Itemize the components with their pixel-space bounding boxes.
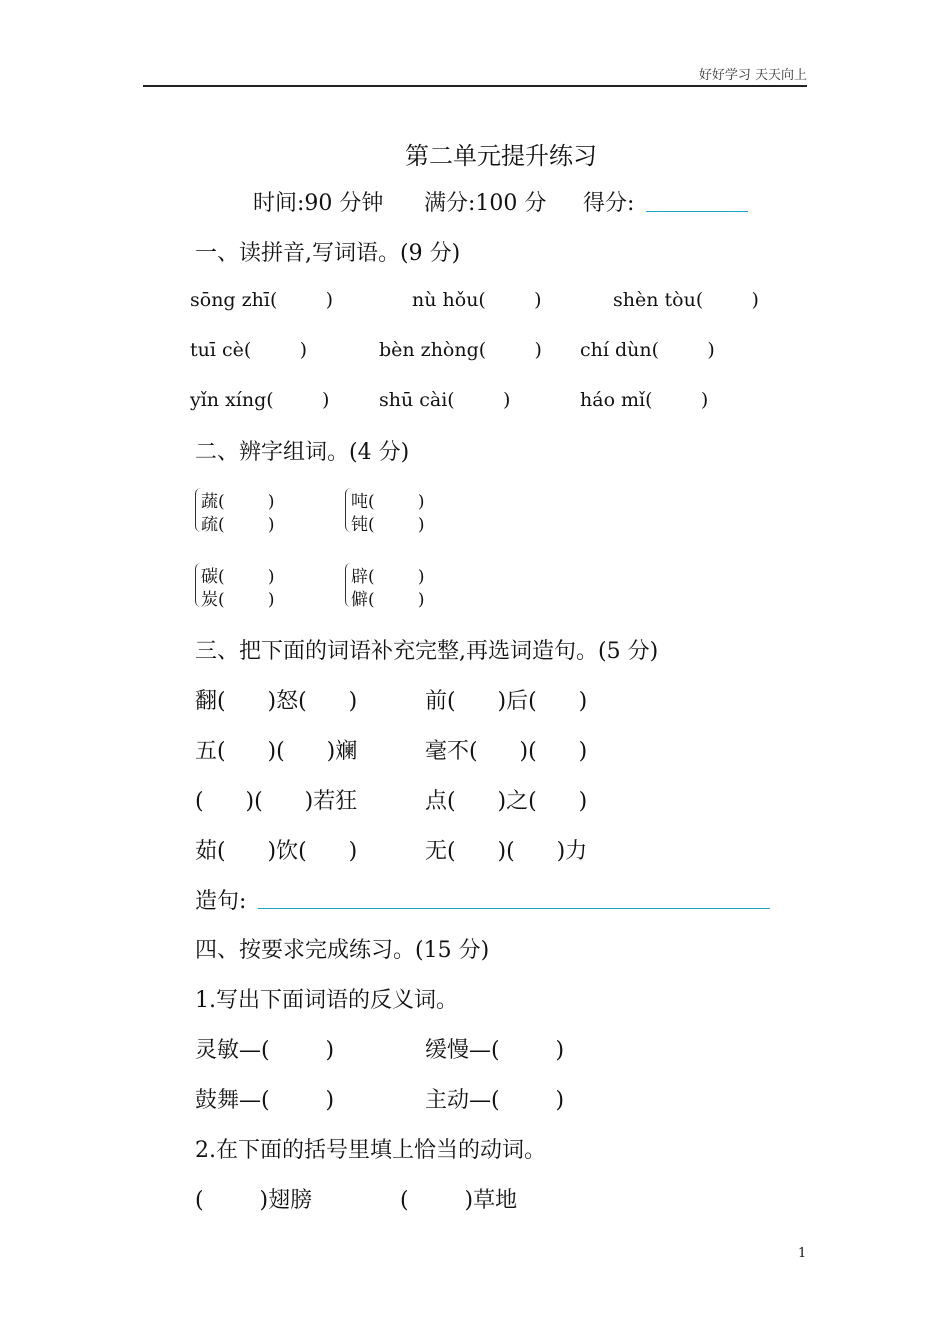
q1-instruction: 1.写出下面词语的反义词。 bbox=[195, 988, 458, 1013]
char-item: 疏( ) bbox=[201, 515, 275, 535]
header-tag: 好好学习 天天向上 bbox=[698, 68, 807, 83]
char-item: 吨( ) bbox=[351, 492, 425, 512]
full-score-label: 满分:100 分 bbox=[424, 191, 547, 216]
time-label: 时间:90 分钟 bbox=[253, 191, 384, 216]
idiom-item: 翻( )怒( ) bbox=[195, 689, 358, 714]
antonym-item: 主动—( ) bbox=[425, 1088, 565, 1113]
pinyin-item: sōng zhī( ) bbox=[190, 289, 334, 311]
pinyin-item: háo mǐ( ) bbox=[580, 389, 709, 411]
pinyin-item: shèn tòu( ) bbox=[613, 289, 759, 311]
antonym-item: 灵敏—( ) bbox=[195, 1038, 335, 1063]
q2-instruction: 2.在下面的括号里填上恰当的动词。 bbox=[195, 1138, 546, 1163]
pinyin-item: chí dùn( ) bbox=[580, 339, 715, 361]
score-label: 得分: bbox=[583, 191, 635, 216]
idiom-item: 茹( )饮( ) bbox=[195, 839, 358, 864]
section2-heading: 二、辨字组词。(4 分) bbox=[195, 440, 410, 465]
idiom-item: 五( )( )斓 bbox=[195, 739, 358, 764]
antonym-item: 鼓舞—( ) bbox=[195, 1088, 335, 1113]
header-rule bbox=[143, 85, 807, 87]
score-blank[interactable] bbox=[646, 211, 748, 212]
char-item: 蔬( ) bbox=[201, 492, 275, 512]
pinyin-item: bèn zhòng( ) bbox=[379, 339, 542, 361]
idiom-item: 无( )( )力 bbox=[425, 839, 588, 864]
pinyin-item: nù hǒu( ) bbox=[412, 289, 542, 311]
idiom-item: 点( )之( ) bbox=[425, 789, 588, 814]
section4-heading: 四、按要求完成练习。(15 分) bbox=[195, 938, 490, 963]
pinyin-item: yǐn xíng( ) bbox=[190, 389, 330, 411]
char-item: 炭( ) bbox=[201, 590, 275, 610]
page-title: 第二单元提升练习 bbox=[405, 142, 597, 170]
page-number: 1 bbox=[798, 1246, 807, 1261]
verb-item: ( )草地 bbox=[400, 1188, 518, 1213]
sentence-label: 造句: bbox=[195, 889, 247, 914]
char-item: 僻( ) bbox=[351, 590, 425, 610]
char-item: 钝( ) bbox=[351, 515, 425, 535]
char-item: 碳( ) bbox=[201, 567, 275, 587]
pinyin-item: tuī cè( ) bbox=[190, 339, 308, 361]
sentence-blank[interactable] bbox=[258, 908, 770, 909]
verb-item: ( )翅膀 bbox=[195, 1188, 313, 1213]
pinyin-item: shū cài( ) bbox=[379, 389, 511, 411]
antonym-item: 缓慢—( ) bbox=[425, 1038, 565, 1063]
idiom-item: ( )( )若狂 bbox=[195, 789, 358, 814]
section1-heading: 一、读拼音,写词语。(9 分) bbox=[195, 241, 461, 266]
idiom-item: 毫不( )( ) bbox=[425, 739, 588, 764]
idiom-item: 前( )后( ) bbox=[425, 689, 588, 714]
char-item: 辟( ) bbox=[351, 567, 425, 587]
section3-heading: 三、把下面的词语补充完整,再选词造句。(5 分) bbox=[195, 639, 659, 664]
